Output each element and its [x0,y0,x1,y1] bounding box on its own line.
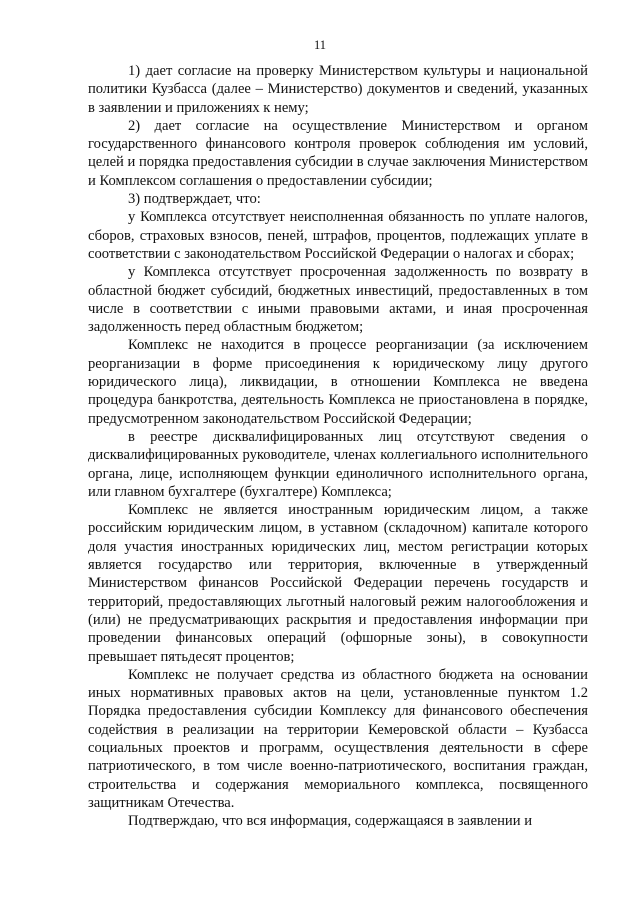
paragraph-no-overdue-debt: у Комплекса отсутствует просроченная задолженность по возврату в областной бюджет субсидий, бюджетных инвестиций, предоставленных в том числе в соответствии с иными правовыми актами, и иная просроченная задолженность перед областным бюджетом; [88,264,588,336]
paragraph-consent-control: 2) дает согласие на осуществление Министерством и органом государственного финансового контроля проверок соблюдения им условий, целей и порядка предоставления субсидии в случае заключения Министерством и Комплексом соглашения о предоставлении субсидии; [88,117,588,189]
paragraph-no-disqualified-persons: в реестре дисквалифицированных лиц отсутствуют сведения о дисквалифицированных руководителе, членах коллегиального исполнительного органа, лице, исполняющем функции единоличного исполнительного органа, или главном бухгалтере (бухгалтере) Комплекса; [88,428,588,500]
page-number: 11 [313,38,327,52]
paragraph-confirmation-start: Подтверждаю, что вся информация, содержащаяся в заявлении и [128,813,533,830]
paragraph-no-tax-debt: у Комплекса отсутствует неисполненная обязанность по уплате налогов, сборов, страховых взносов, пеней, штрафов, процентов, подлежащих уплате в соответствии с законодательством Российской Федерации о налогах и сборах; [88,209,588,262]
paragraph-confirms: 3) подтверждает, что: [128,191,261,208]
paragraph-consent-verification: 1) дает согласие на проверку Министерством культуры и национальной политики Кузбасса (далее – Министерство) документов и сведений, указанных в заявлении и приложениях к нему; [88,63,588,116]
paragraph-no-other-funding: Комплекс не получает средства из областного бюджета на основании иных нормативных правовых актов на цели, установленные пунктом 1.2 Порядка предоставления субсидии Комплексу для финансового обеспечения содействия в реализации на территории Кемеровской области – Кузбасса социальных проектов и программ, осуществления деятельности в сфере патриотического, в том числе военно-патриотического, воспитания граждан, строительства и содержания мемориального комплекса, посвященного защитникам Отечества. [88,666,588,811]
paragraph-no-reorganization: Комплекс не находится в процессе реорганизации (за исключением реорганизации в форме присоединения к юридическому лицу другого юридического лица), ликвидации, в отношении Комплекса не введена процедура банкротства, деятельность Комплекса не приостановлена в порядке, предусмотренном законодательством Российской Федерации; [88,337,588,427]
paragraph-not-foreign-entity: Комплекс не является иностранным юридическим лицом, а также российским юридическим лицом, в уставном (складочном) капитале которого доля участия иностранных юридических лиц, местом регистрации которых является государство или территория, включенные в утвержденный Министерством финансов Российской Федерации перечень государств и территорий, предоставляющих льготный налоговый режим налогообложения и (или) не предусматривающих раскрытия и предоставления информации при проведении финансовых операций (офшорные зоны), в совокупности превышает пятьдесят процентов; [88,502,588,665]
document-body [88,62,588,830]
